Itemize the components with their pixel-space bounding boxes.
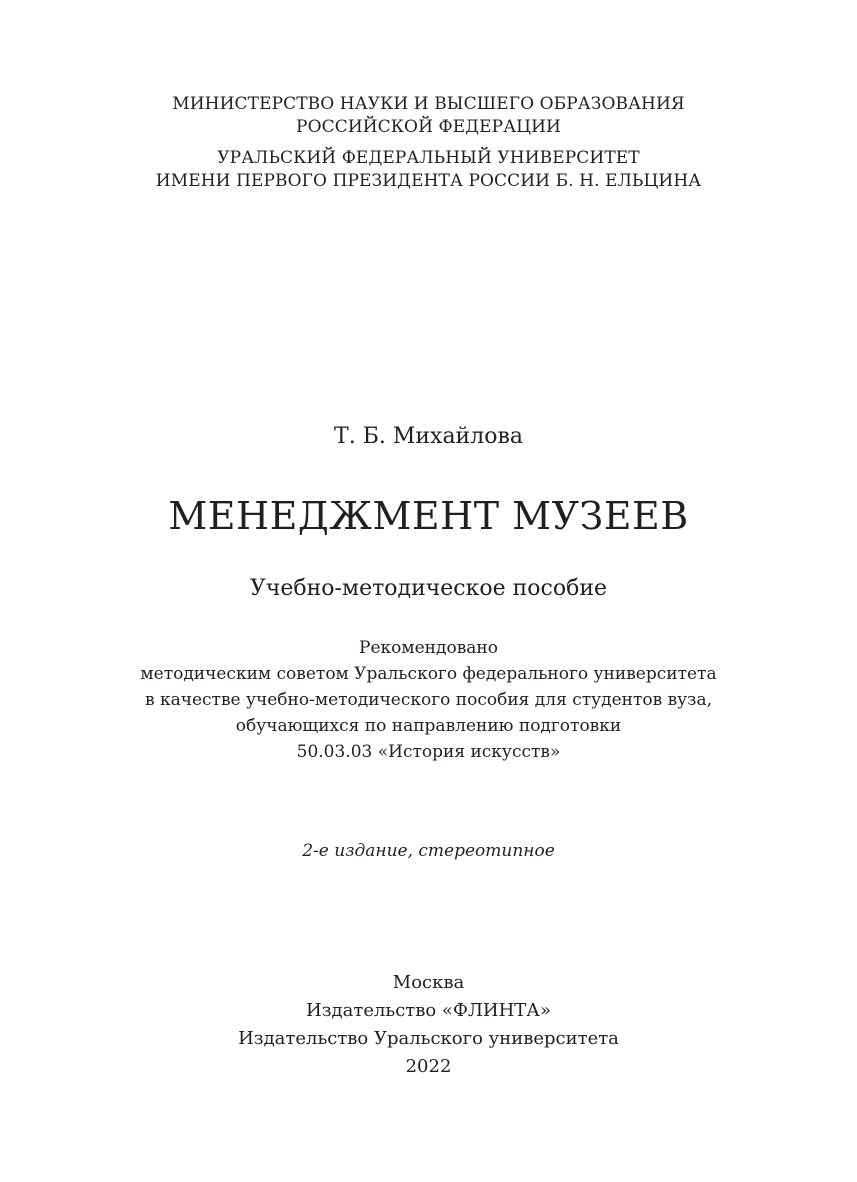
book-title: МЕНЕДЖМЕНТ МУЗЕЕВ [168,494,689,538]
author-name: Т. Б. Михайлова [334,424,523,449]
imprint-publisher-2: Издательство Уральского университета [238,1028,619,1049]
recommendation-line: Рекомендовано [359,638,498,658]
imprint-year: 2022 [405,1056,452,1077]
ministry-line-2: РОССИЙСКОЙ ФЕДЕРАЦИИ [296,117,561,137]
recommendation-line: методическим советом Уральского федерального университета [140,664,717,684]
recommendation-line: обучающихся по направлению подготовки [235,716,622,736]
recommendation-line: в качестве учебно-методического пособия для студентов вуза, [145,690,712,710]
university-line-1: УРАЛЬСКИЙ ФЕДЕРАЛЬНЫЙ УНИВЕРСИТЕТ [217,148,640,168]
ministry-line-1: МИНИСТЕРСТВО НАУКИ И ВЫСШЕГО ОБРАЗОВАНИЯ [172,94,685,114]
imprint-publisher-1: Издательство «ФЛИНТА» [306,1000,551,1021]
imprint-city: Москва [392,972,465,993]
university-line-2: ИМЕНИ ПЕРВОГО ПРЕЗИДЕНТА РОССИИ Б. Н. ЕЛЬЦИНА [155,171,702,191]
book-subtitle: Учебно-методическое пособие [249,576,608,601]
edition-note: 2-е издание, стереотипное [302,841,555,861]
recommendation-line: 50.03.03 «История искусств» [296,742,561,762]
